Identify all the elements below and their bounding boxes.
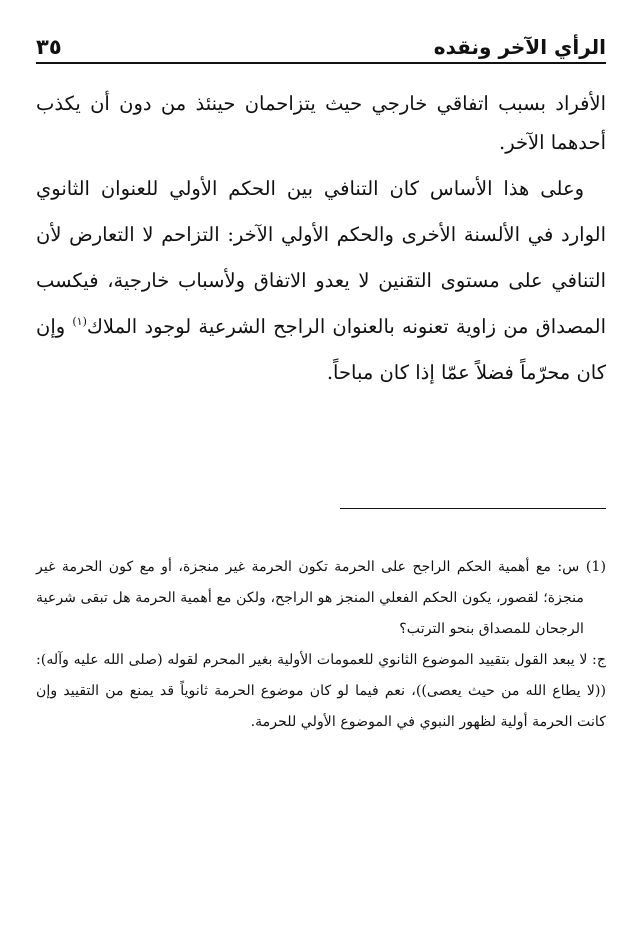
page-header (36, 28, 606, 64)
footnotes (36, 552, 606, 738)
paragraph-2 (36, 166, 606, 396)
footnote-reference[interactable]: (١) (72, 315, 87, 328)
footnote-answer: ج: لا يبعد القول بتقييد الموضوع الثانوي للعمومات الأولية بغير المحرم لقوله (صلى الله عليه وآله): ((لا يطاع الله من حيث يعصى))، نعم فيما لو كان موضوع الحرمة ثانوياً قد يمنع من التقييد وإن كانت الحرمة أولية لظهور النبوي في الموضوع الأولي للحرمة. (36, 652, 606, 730)
page-number: ٣٥ (36, 35, 62, 59)
main-text (36, 84, 606, 396)
footnote-question: (1) س: مع أهمية الحكم الراجح على الحرمة تكون الحرمة غير منجزة، أو مع كون الحرمة غير منجزة؛ لقصور، يكون الحكم الفعلي المنجز هو الراجح، ولكن مع أهمية الحرمة هل تبقى شرعية الرجحان للمصداق بنحو الترتب؟ (36, 559, 606, 637)
footnote-separator (340, 508, 606, 509)
paragraph-2-text-a: وعلى هذا الأساس كان التنافي بين الحكم الأولي للعنوان الثانوي الوارد في الألسنة الأخرى والحكم الأولي الآخر: التزاحم لا التعارض لأن التنافي على مستوى التقنين لا يعدو الاتفاق ولأسباب خارجية، فيكسب المصداق من زاوية تعنونه بالعنوان الراجح الشرعية لوجود الملاك (36, 177, 606, 338)
paragraph-1: الأفراد بسبب اتفاقي خارجي حيث يتزاحمان حينئذ من دون أن يكذب أحدهما الآخر. (36, 92, 606, 154)
paragraph-2-text-b: وإن كان محرّماً فضلاً عمّا إذا كان مباحاً. (36, 315, 606, 384)
running-title: الرأي الآخر ونقده (433, 35, 606, 59)
